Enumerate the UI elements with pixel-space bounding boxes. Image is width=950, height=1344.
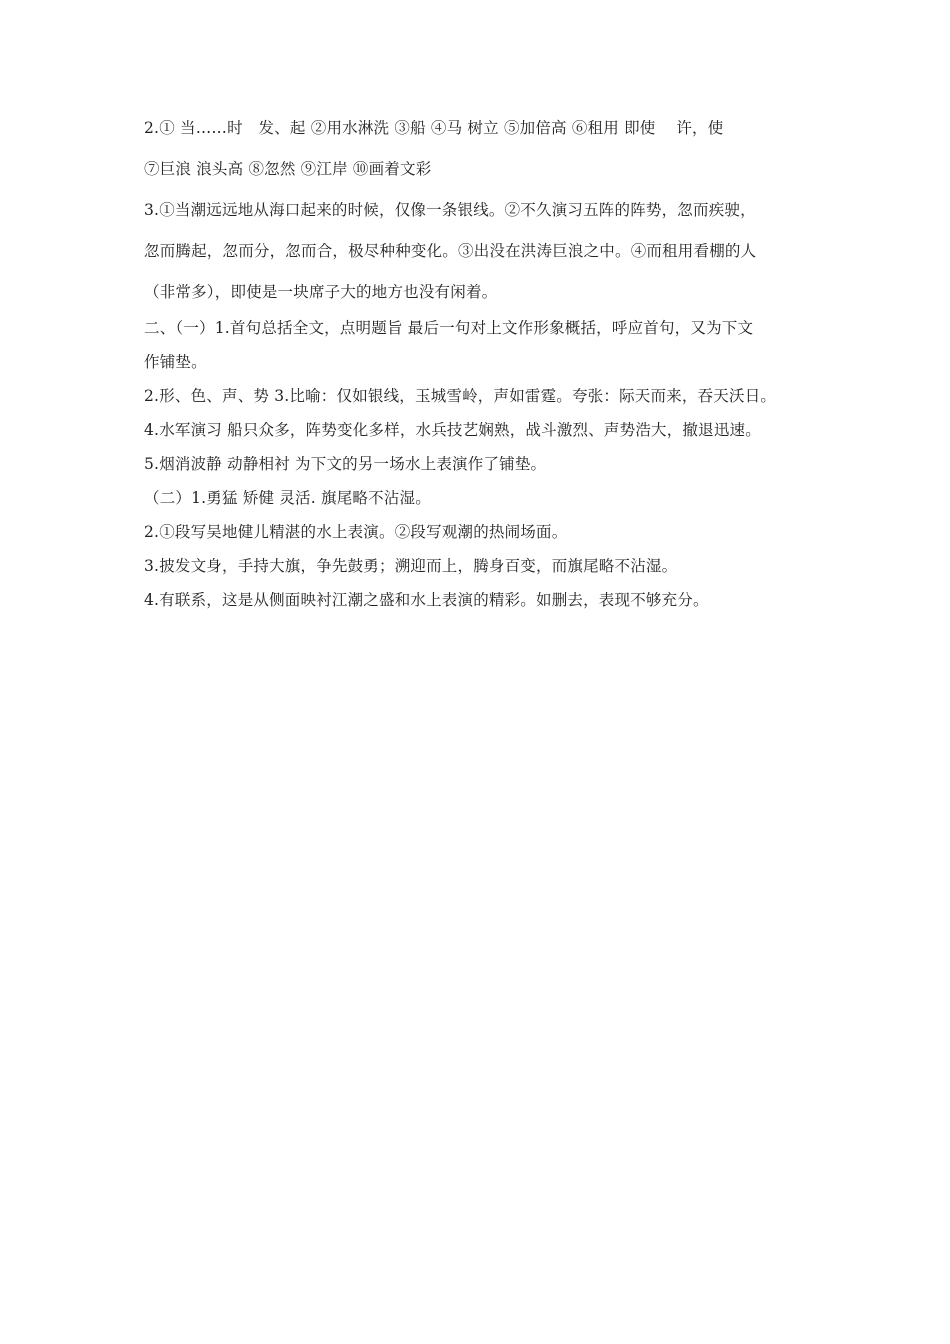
text-line-14: 4.有联系，这是从侧面映衬江潮之盛和水上表演的精彩。如删去，表现不够充分。 [144, 591, 709, 609]
text-line-2: ⑦巨浪 浪头高 ⑧忽然 ⑨江岸 ⑩画着文彩 [144, 160, 432, 178]
text-line-3: 3.①当潮远远地从海口起来的时候，仅像一条银线。②不久演习五阵的阵势，忽而疾驶， [144, 201, 756, 219]
text-line-6: 二、（一）1.首句总括全文，点明题旨 最后一句对上文作形象概括，呼应首句，又为下文 [144, 319, 754, 337]
text-line-9: 4.水军演习 船只众多，阵势变化多样，水兵技艺娴熟，战斗激烈、声势浩大，撤退迅速。 [144, 421, 761, 439]
answer-text-block [144, 118, 824, 624]
text-line-11: （二）1.勇猛 矫健 灵活. 旗尾略不沾湿。 [144, 489, 431, 507]
text-line-10: 5.烟消波静 动静相衬 为下文的另一场水上表演作了铺垫。 [144, 455, 547, 473]
text-line-5: （非常多），即使是一块席子大的地方也没有闲着。 [144, 283, 498, 301]
text-line-12: 2.①段写吴地健儿精湛的水上表演。②段写观潮的热闹场面。 [144, 523, 568, 541]
text-line-7: 作铺垫。 [144, 353, 207, 371]
text-line-13: 3.披发文身，手持大旗，争先鼓勇；溯迎而上，腾身百变，而旗尾略不沾湿。 [144, 557, 678, 575]
text-line-4: 忽而腾起，忽而分，忽而合，极尽种种变化。③出没在洪涛巨浪之中。④而租用看棚的人 [144, 242, 757, 260]
text-line-8: 2.形、色、声、势 3.比喻：仅如银线，玉城雪岭，声如雷霆。夸张：际天而来，吞天沃日。 [144, 387, 777, 405]
text-line-1: 2.① 当……时 发、起 ②用水淋洗 ③船 ④马 树立 ⑤加倍高 ⑥租用 即使 许，使 [144, 119, 724, 137]
